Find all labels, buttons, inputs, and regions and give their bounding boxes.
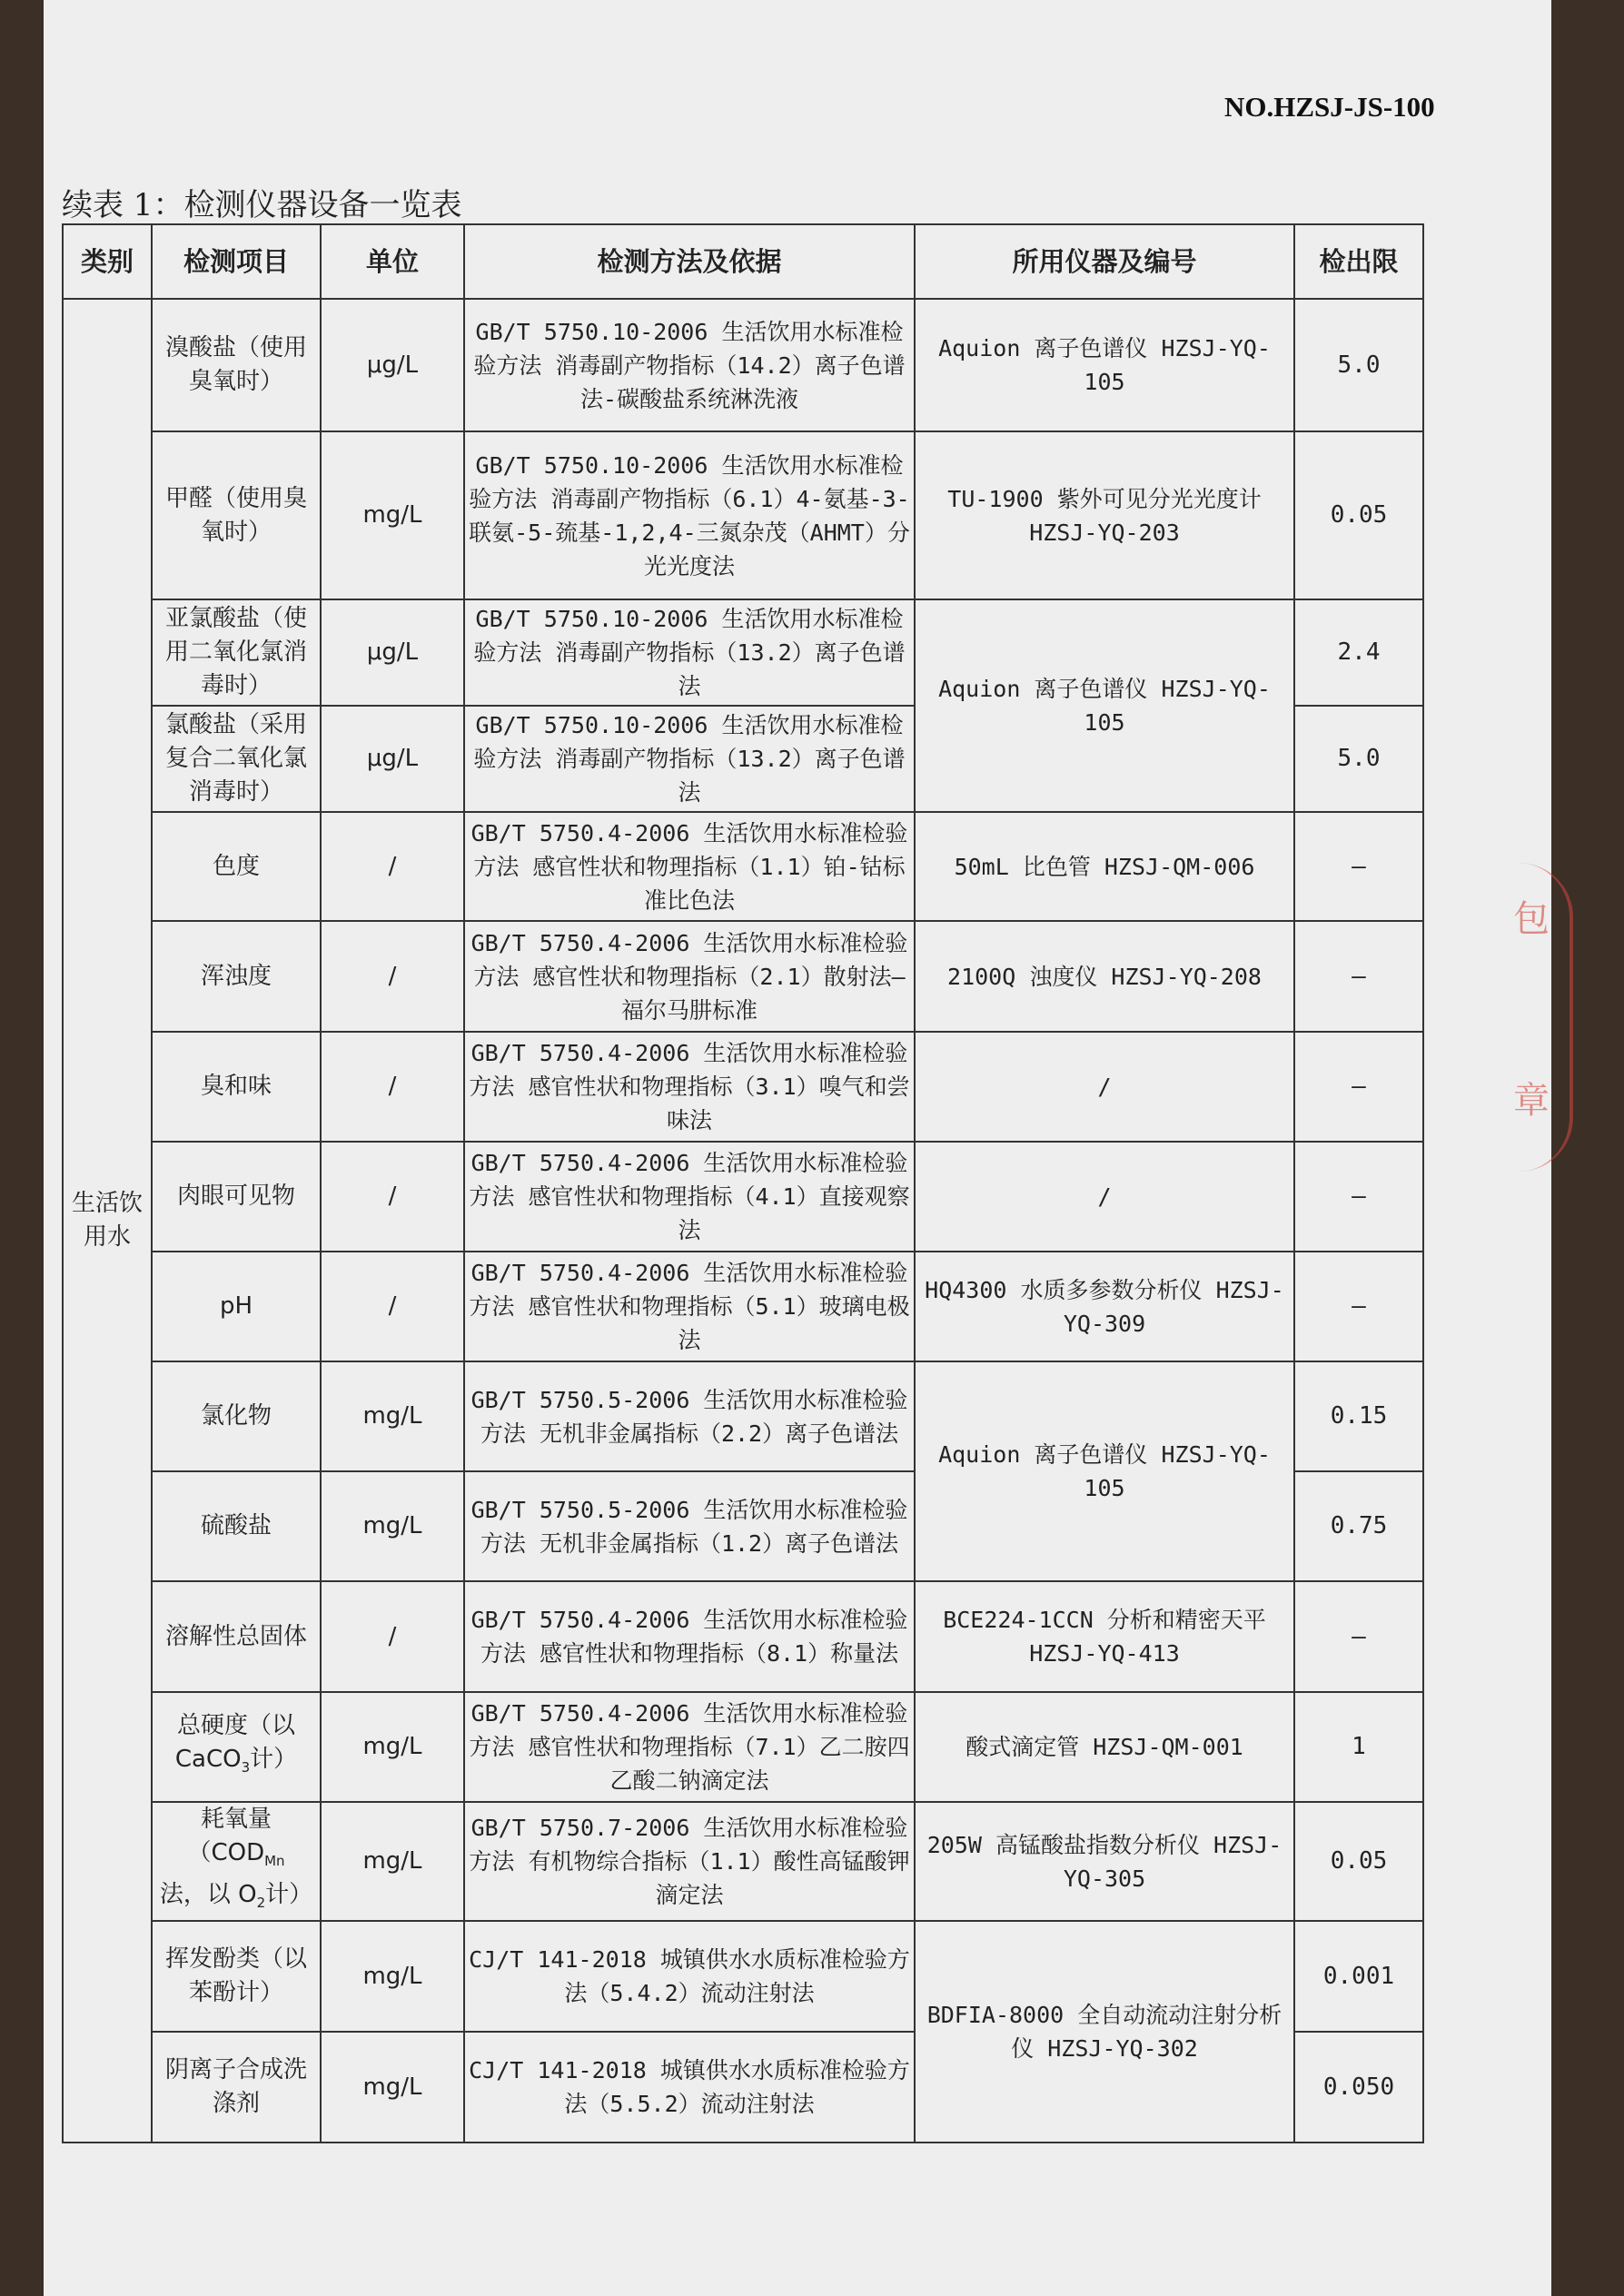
category-cell: 生活饮用水	[63, 299, 152, 2143]
method-cell: GB/T 5750.4-2006 生活饮用水标准检验方法 感官性状和物理指标（3.1）嗅气和尝味法	[464, 1032, 915, 1142]
limit-cell: 0.75	[1294, 1471, 1423, 1581]
instrument-cell: 205W 高锰酸盐指数分析仪 HZSJ-YQ-305	[915, 1802, 1294, 1921]
header-limit: 检出限	[1294, 224, 1423, 299]
table-row	[63, 599, 1423, 706]
item-subscript: 2	[256, 1895, 266, 1912]
stamp-char: 章	[1513, 1080, 1550, 1122]
limit-cell: 0.05	[1294, 431, 1423, 599]
instrument-cell: /	[915, 1142, 1294, 1252]
unit-cell: mg/L	[321, 1692, 464, 1802]
limit-cell: 0.050	[1294, 2032, 1423, 2143]
table-row	[63, 1802, 1423, 1921]
unit-cell: /	[321, 1032, 464, 1142]
table-row	[63, 1032, 1423, 1142]
limit-cell: —	[1294, 1032, 1423, 1142]
unit-cell: mg/L	[321, 2032, 464, 2143]
item-formula: CaCO	[174, 1745, 242, 1773]
unit-cell: mg/L	[321, 1361, 464, 1471]
document-number: NO.HZSJ-JS-100	[1224, 91, 1435, 123]
item-text-tail: 计）	[250, 1745, 298, 1773]
item-text: 总硬度（以	[176, 1711, 295, 1739]
table-row	[63, 299, 1423, 431]
item-cell	[152, 1692, 321, 1802]
item-cell: 亚氯酸盐（使用二氧化氯消毒时）	[152, 599, 321, 706]
item-cell: 挥发酚类（以苯酚计）	[152, 1921, 321, 2032]
unit-cell: mg/L	[321, 1802, 464, 1921]
unit-cell: /	[321, 1142, 464, 1252]
limit-cell: 0.15	[1294, 1361, 1423, 1471]
limit-cell: 0.001	[1294, 1921, 1423, 2032]
limit-cell: —	[1294, 812, 1423, 921]
item-cell: 阴离子合成洗涤剂	[152, 2032, 321, 2143]
item-cell: pH	[152, 1252, 321, 1361]
method-cell: GB/T 5750.4-2006 生活饮用水标准检验方法 感官性状和物理指标（4.1）直接观察法	[464, 1142, 915, 1252]
instrument-cell: Aquion 离子色谱仪 HZSJ-YQ-105	[915, 299, 1294, 431]
unit-cell: /	[321, 1581, 464, 1692]
header-method: 检测方法及依据	[464, 224, 915, 299]
table-row	[63, 1921, 1423, 2032]
table-row	[63, 1581, 1423, 1692]
table-row	[63, 812, 1423, 921]
header-item: 检测项目	[152, 224, 321, 299]
limit-cell: —	[1294, 1581, 1423, 1692]
red-seal-stamp	[1506, 863, 1573, 1172]
item-cell: 氯酸盐（采用复合二氧化氯消毒时）	[152, 706, 321, 812]
table-row	[63, 431, 1423, 599]
limit-cell: —	[1294, 1252, 1423, 1361]
item-cell: 臭和味	[152, 1032, 321, 1142]
item-cell: 氯化物	[152, 1361, 321, 1471]
method-cell: GB/T 5750.10-2006 生活饮用水标准检验方法 消毒副产物指标（13.2）离子色谱法	[464, 599, 915, 706]
limit-cell: 1	[1294, 1692, 1423, 1802]
unit-cell: mg/L	[321, 1921, 464, 2032]
table-row	[63, 921, 1423, 1032]
item-cell: 肉眼可见物	[152, 1142, 321, 1252]
header-row	[63, 224, 1423, 299]
table-row	[63, 1142, 1423, 1252]
table-caption: 续表 1：检测仪器设备一览表	[62, 187, 462, 223]
instrument-cell: HQ4300 水质多参数分析仪 HZSJ-YQ-309	[915, 1252, 1294, 1361]
limit-cell: 2.4	[1294, 599, 1423, 706]
stamp-char: 包	[1513, 898, 1550, 940]
method-cell: CJ/T 141-2018 城镇供水水质标准检验方法（5.5.2）流动注射法	[464, 2032, 915, 2143]
item-cell: 浑浊度	[152, 921, 321, 1032]
item-text: 法，以 O	[159, 1881, 257, 1909]
unit-cell: /	[321, 921, 464, 1032]
item-text: 耗氧量（COD	[187, 1806, 272, 1866]
instrument-cell: BCE224-1CCN 分析和精密天平 HZSJ-YQ-413	[915, 1581, 1294, 1692]
unit-cell: /	[321, 1252, 464, 1361]
limit-cell: 5.0	[1294, 706, 1423, 812]
unit-cell: μg/L	[321, 706, 464, 812]
instrument-cell: Aquion 离子色谱仪 HZSJ-YQ-105	[915, 599, 1294, 812]
item-cell: 硫酸盐	[152, 1471, 321, 1581]
header-category: 类别	[63, 224, 152, 299]
limit-cell: 0.05	[1294, 1802, 1423, 1921]
method-cell: GB/T 5750.10-2006 生活饮用水标准检验方法 消毒副产物指标（6.1）4-氨基-3-联氨-5-巯基-1,2,4-三氮杂茂（AHMT）分光光度法	[464, 431, 915, 599]
header-instrument: 所用仪器及编号	[915, 224, 1294, 299]
unit-cell: /	[321, 812, 464, 921]
method-cell: GB/T 5750.10-2006 生活饮用水标准检验方法 消毒副产物指标（14.2）离子色谱法-碳酸盐系统淋洗液	[464, 299, 915, 431]
item-cell: 溶解性总固体	[152, 1581, 321, 1692]
method-cell: GB/T 5750.5-2006 生活饮用水标准检验方法 无机非金属指标（2.2）离子色谱法	[464, 1361, 915, 1471]
instrument-cell: BDFIA-8000 全自动流动注射分析仪 HZSJ-YQ-302	[915, 1921, 1294, 2143]
document-page	[44, 0, 1551, 2296]
method-cell: GB/T 5750.4-2006 生活饮用水标准检验方法 感官性状和物理指标（7.1）乙二胺四乙酸二钠滴定法	[464, 1692, 915, 1802]
method-cell: GB/T 5750.7-2006 生活饮用水标准检验方法 有机物综合指标（1.1）酸性高锰酸钾滴定法	[464, 1802, 915, 1921]
instrument-cell: TU-1900 紫外可见分光光度计 HZSJ-YQ-203	[915, 431, 1294, 599]
instrument-cell: 50mL 比色管 HZSJ-QM-006	[915, 812, 1294, 921]
unit-cell: mg/L	[321, 431, 464, 599]
instrument-cell: /	[915, 1032, 1294, 1142]
instrument-cell: 酸式滴定管 HZSJ-QM-001	[915, 1692, 1294, 1802]
item-formula-subscript: 3	[241, 1759, 251, 1776]
method-cell: GB/T 5750.4-2006 生活饮用水标准检验方法 感官性状和物理指标（2.1）散射法—福尔马肼标准	[464, 921, 915, 1032]
limit-cell: —	[1294, 1142, 1423, 1252]
instrument-cell: 2100Q 浊度仪 HZSJ-YQ-208	[915, 921, 1294, 1032]
unit-cell: μg/L	[321, 599, 464, 706]
table-row	[63, 1252, 1423, 1361]
unit-cell: mg/L	[321, 1471, 464, 1581]
limit-cell: —	[1294, 921, 1423, 1032]
header-unit: 单位	[321, 224, 464, 299]
instrument-table	[62, 223, 1424, 2143]
method-cell: GB/T 5750.5-2006 生活饮用水标准检验方法 无机非金属指标（1.2）离子色谱法	[464, 1471, 915, 1581]
item-cell: 溴酸盐（使用臭氧时）	[152, 299, 321, 431]
method-cell: GB/T 5750.4-2006 生活饮用水标准检验方法 感官性状和物理指标（8.1）称量法	[464, 1581, 915, 1692]
item-cell: 色度	[152, 812, 321, 921]
table-row	[63, 1692, 1423, 1802]
item-text-tail: 计）	[265, 1881, 313, 1909]
method-cell: GB/T 5750.10-2006 生活饮用水标准检验方法 消毒副产物指标（13.2）离子色谱法	[464, 706, 915, 812]
method-cell: CJ/T 141-2018 城镇供水水质标准检验方法（5.4.2）流动注射法	[464, 1921, 915, 2032]
item-cell	[152, 1802, 321, 1921]
item-subscript: Mn	[264, 1853, 285, 1870]
limit-cell: 5.0	[1294, 299, 1423, 431]
instrument-cell: Aquion 离子色谱仪 HZSJ-YQ-105	[915, 1361, 1294, 1581]
method-cell: GB/T 5750.4-2006 生活饮用水标准检验方法 感官性状和物理指标（1.1）铂-钴标准比色法	[464, 812, 915, 921]
method-cell: GB/T 5750.4-2006 生活饮用水标准检验方法 感官性状和物理指标（5.1）玻璃电极法	[464, 1252, 915, 1361]
item-cell: 甲醛（使用臭氧时）	[152, 431, 321, 599]
table-row	[63, 1361, 1423, 1471]
unit-cell: μg/L	[321, 299, 464, 431]
